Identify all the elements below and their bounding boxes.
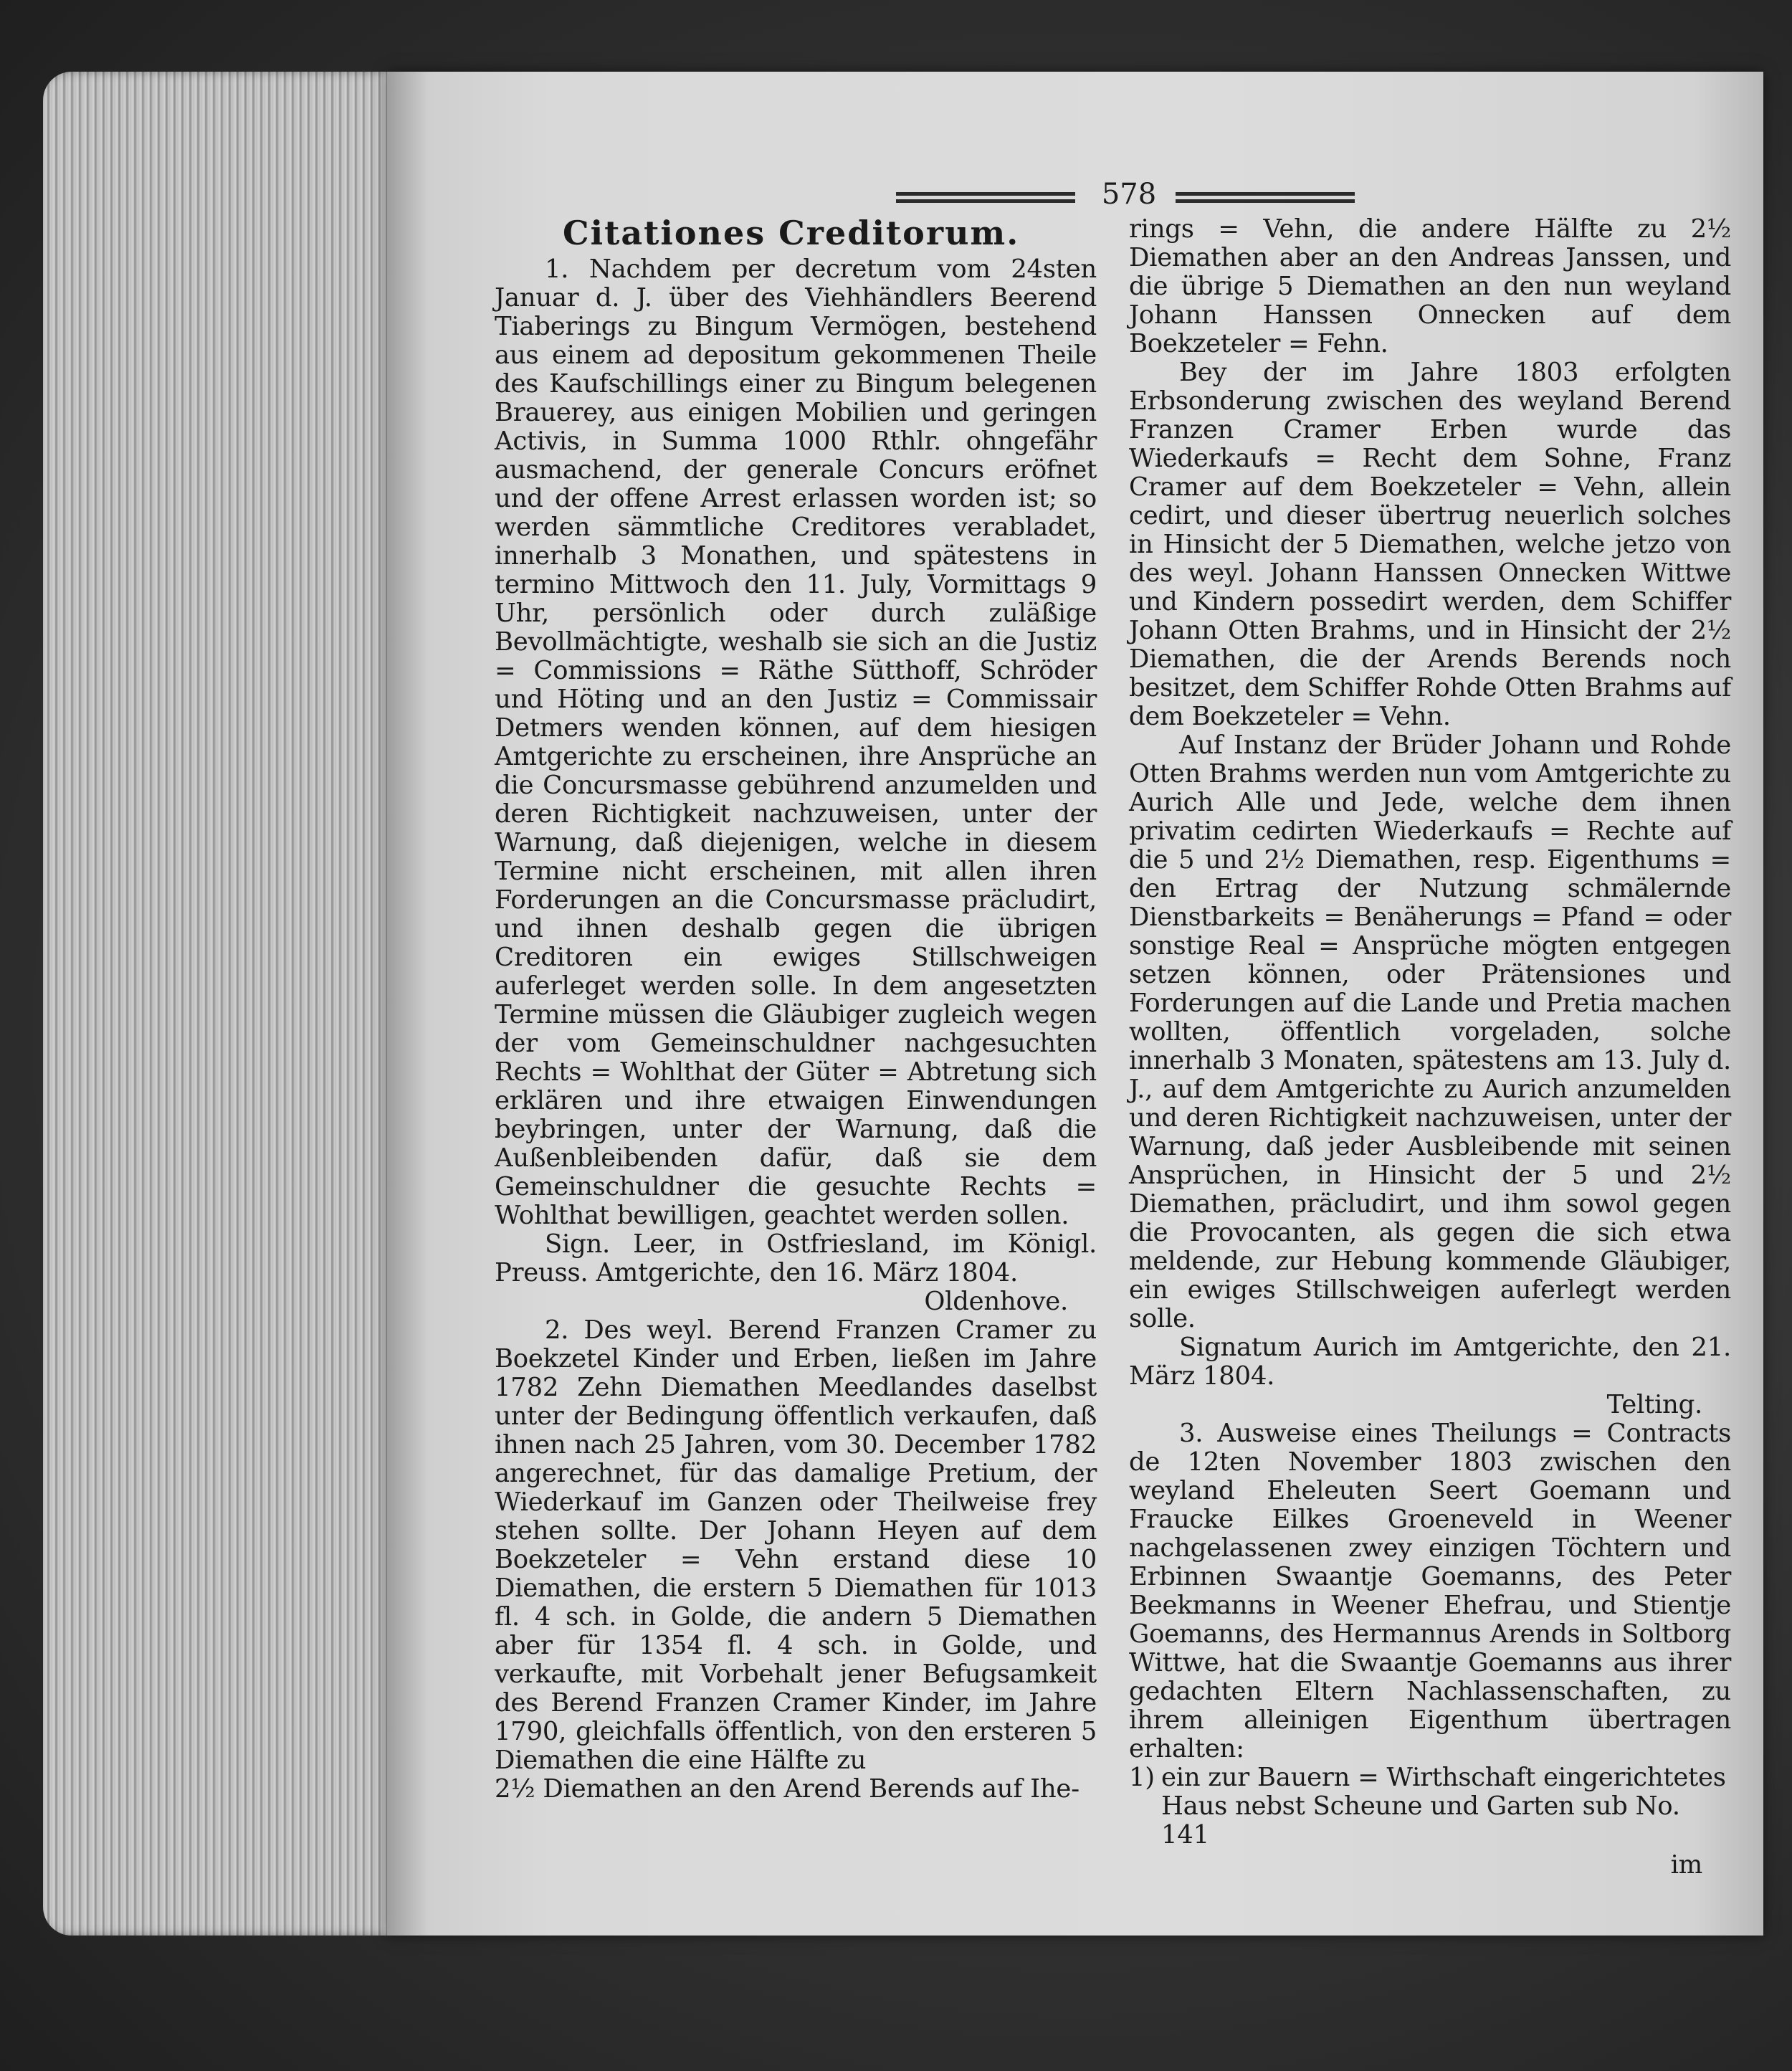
citation-2-text: 2. Des weyl. Berend Franzen Cramer zu Boekzetel Kinder und Erben, ließen im Jahre 1782 Zehn Diemathen Meedlandes daselbst unter der Bedingung öffentlich verkaufen, daß ihnen nach 25 Jahren, vom 30. December 1782 angerechnet, für das damalige Pretium, der Wiederkauf im Ganzen oder Theilweise frey stehen sollte. Der Johann Heyen auf dem Boekzeteler = Vehn erstand diese 10 Diemathen, die erstern 5 Diemathen für 1013 fl. 4 sch. in Golde, die andern 5 Diemathen aber für 1354 fl. 4 sch. in Golde, und verkaufte, mit Vorbehalt jener Befugsamkeit des Berend Franzen Cramer Kinder, im Jahre 1790, gleichfalls öffentlich, von den ersteren 5 Diemathen die eine Hälfte zu xyxy=(495,1315,1097,1775)
catchword: im xyxy=(1670,1850,1702,1880)
section-title: Citationes Creditorum. xyxy=(563,214,1020,252)
list-item xyxy=(1129,1763,1731,1849)
citation-2-end: Diemathen an den Arend Berends auf Ihe- xyxy=(543,1774,1080,1804)
page-number: 578 xyxy=(1101,178,1157,211)
list-item-text: ein zur Bauern = Wirthschaft eingerichtetes Haus nebst Scheune und Garten sub No. 141 xyxy=(1161,1763,1726,1849)
left-column xyxy=(495,215,1097,1804)
citation-3-text: 3. Ausweise eines Theilungs = Contracts de 12ten November 1803 zwischen den weyland Eheleuten Seert Goemann und Fraucke Eilkes Groeneveld in Weener nachgelassenen zwey einzigen Töchtern und Erbinnen Swaantje Goemanns, des Peter Beekmanns in Weener Ehefrau, und Stientje Goemanns, des Hermannus Arends in Soltborg Wittwe, hat die Swaantje Goemanns aus ihrer gedachten Eltern Nachlassenschaften, zu ihrem alleinigen Eigenthum übertragen erhalten: xyxy=(1129,1419,1731,1763)
citation-1-signer: Oldenhove. xyxy=(924,1287,1068,1316)
citation-1-signature xyxy=(495,1230,1097,1287)
citation-2-sign-place: Signatum Aurich im Amtgerichte, den 21. März 1804. xyxy=(1129,1333,1731,1391)
citation-1-sign-place: Sign. Leer, in Ostfriesland, im Königl. Preuss. Amtgerichte, den 16. März 1804. xyxy=(495,1229,1097,1287)
citation-2-continuation xyxy=(495,1775,1097,1804)
book-page-edges xyxy=(43,72,401,1936)
right-column xyxy=(1129,215,1731,1880)
header-rule-left xyxy=(896,192,1075,205)
list-item-number: 1) xyxy=(1129,1763,1155,1792)
fraction: 2½ xyxy=(495,1774,535,1804)
citation-1-text: 1. Nachdem per decretum vom 24sten Januar d. J. über des Viehhändlers Beerend Tiaberings zu Bingum Vermögen, bestehend aus einem ad depositum gekommenen Theile des Kaufschillings einer zu Bingum belegenen Brauerey, aus einigen Mobilien und geringen Activis, in Summa 1000 Rthlr. ohngefähr ausmachend, der generale Concurs eröfnet und der offene Arrest erlassen worden ist; so werden sämmtliche Creditores verabladet, innerhalb 3 Monathen, und spätestens in termino Mittwoch den 11. July, Vormittags 9 Uhr, persönlich oder durch zuläßige Bevollmächtigte, weshalb sie sich an die Justiz = Commissions = Räthe Sütthoff, Schröder und Höting und an den Justiz = Commissair Detmers wenden können, auf dem hiesigen Amtgerichte zu erscheinen, ihre Ansprüche an die Concursmasse gebührend anzumelden und deren Richtigkeit nachzuweisen, unter der Warnung, daß diejenigen, welche in diesem Termine nicht erscheinen, mit allen ihren Forderungen an die Concursmasse präcludirt, und ihnen deshalb gegen die übrigen Creditoren ein ewiges Stillschweigen auferleget werden solle. In dem angesetzten Termine müssen die Gläubiger zugleich wegen der vom Gemeinschuldner nachgesuchten Rechts = Wohlthat der Güter = Abtretung sich erklären und ihre etwaigen Einwendungen beybringen, unter der Warnung, daß die Außenbleibenden dafür, daß sie dem Gemeinschuldner die gesuchte Rechts = Wohlthat bewilligen, geachtet werden sollen. xyxy=(495,254,1097,1230)
citation-2-paragraph-2: Bey der im Jahre 1803 erfolgten Erbsonderung zwischen des weyland Berend Franzen Cramer Erben wurde das Wiederkaufs = Recht dem Sohne, Franz Cramer auf dem Boekzeteler = Vehn, allein cedirt, und dieser übertrug neuerlich solches in Hinsicht der 5 Diemathen, welche jetzo von des weyl. Johann Hanssen Onnecken Wittwe und Kindern possedirt werden, dem Schiffer Johann Otten Brahms, und in Hinsicht der 2½ Diemathen, die der Arends Berends noch besitzet, dem Schiffer Rohde Otten Brahms auf dem Boekzeteler = Vehn. xyxy=(1129,358,1731,731)
citation-2-cont-text: rings = Vehn, die andere Hälfte zu 2½ Diemathen aber an den Andreas Janssen, und die übrige 5 Diemathen an den nun weyland Johann Hanssen Onnecken auf dem Boekzeteler = Fehn. xyxy=(1129,214,1731,358)
citation-2-paragraph-3: Auf Instanz der Brüder Johann und Rohde Otten Brahms werden nun vom Amtgerichte zu Aurich Alle und Jede, welche dem ihnen privatim cedirten Wiederkaufs = Rechte auf die 5 und 2½ Diemathen, resp. Eigenthums = den Ertrag der Nutzung schmälernde Dienstbarkeits = Benäherungs = Pfand = oder sonstige Real = Ansprüche mögten entgegen setzen können, oder Prätensiones und Forderungen auf die Lande und Pretia machen wollten, öffentlich vorgeladen, solche innerhalb 3 Monaten, spätestens am 13. July d. J., auf dem Amtgerichte zu Aurich anzumelden und deren Richtigkeit nachzuweisen, unter der Warnung, daß jeder Ausbleibende mit seinen Ansprüchen, in Hinsicht der 5 und 2½ Diemathen, präcludirt, und ihm sowol gegen die Provocanten, als gegen die sich etwa meldende, zur Hebung kommende Gläubiger, ein ewiges Stillschweigen auferlegt werden solle. xyxy=(1129,730,1731,1333)
citation-2-signer: Telting. xyxy=(1606,1390,1702,1419)
header-rule-right xyxy=(1176,192,1355,205)
